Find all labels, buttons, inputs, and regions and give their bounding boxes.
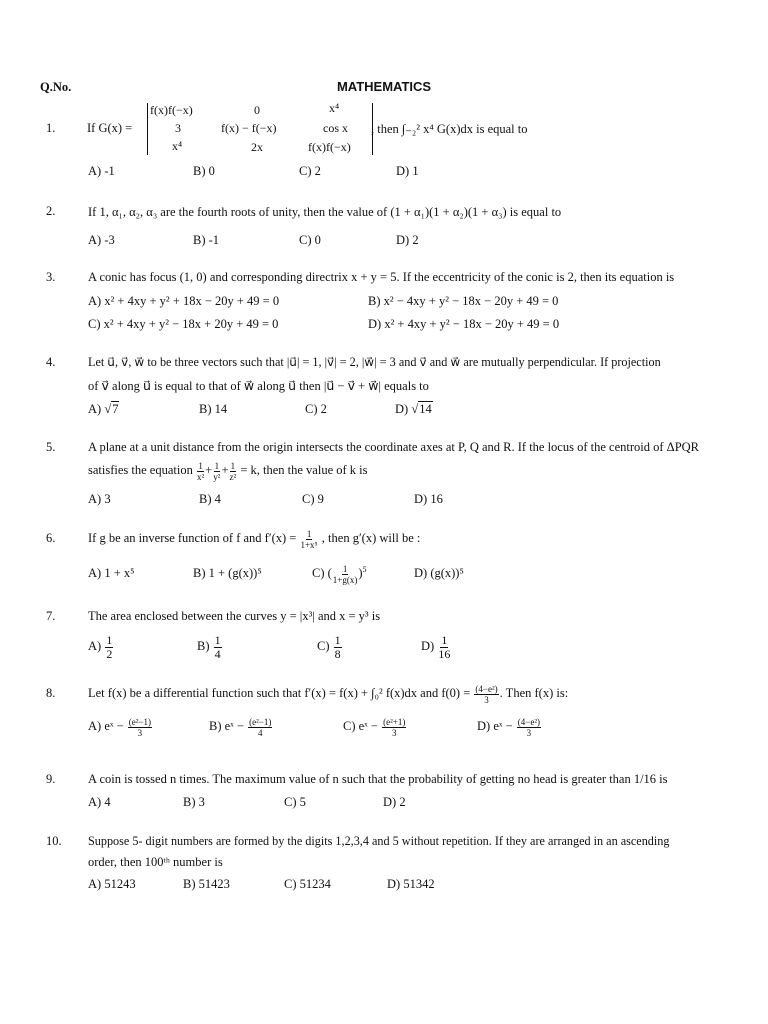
fraction: $\frac{\text{(e²−1)}}{3}$ (128, 716, 152, 738)
question-text-line2: of v⃗ along u⃗ is equal to that of w⃗ along u⃗ then |u⃗ − v⃗ + w⃗| equals to (88, 379, 429, 393)
question-number: 3. (46, 270, 56, 284)
question-number: 1. (46, 121, 56, 135)
option-c[interactable]: C) x² + 4xy + y² − 18x + 20y + 49 = 0 (88, 317, 279, 331)
option-d[interactable]: D) √14 (395, 402, 432, 416)
option-a[interactable]: A) -3 (88, 233, 115, 247)
option-d[interactable]: D) 2 (396, 233, 419, 247)
option-c[interactable]: C) 2 (299, 164, 321, 178)
option-d[interactable]: D) 1 (396, 164, 419, 178)
option-b[interactable]: B) 14 (199, 402, 228, 416)
option-c[interactable]: C) eˣ − $\frac{\text{(e²+1)}}{3}$ (343, 716, 406, 738)
option-b[interactable]: B) x² − 4xy + y² − 18x − 20y + 49 = 0 (368, 294, 559, 308)
question-number: 10. (46, 834, 62, 848)
option-b[interactable]: B) 4 (199, 492, 221, 506)
option-d[interactable]: D) x² + 4xy + y² − 18x − 20y + 49 = 0 (368, 317, 560, 331)
fraction: $\frac{\text{(e²−1)}}{4}$ (249, 716, 272, 738)
option-a[interactable]: A) -1 (88, 164, 115, 178)
page-title: MATHEMATICS (336, 79, 432, 94)
option-b[interactable]: B) $\frac{1}{4}$ (197, 632, 221, 661)
question-text: Suppose 5- digit numbers are formed by the digits 1,2,3,4 and 5 without repetition. If they are arranged in an ascending (88, 834, 670, 848)
header-qno: Q.No. (40, 80, 72, 94)
fraction: $\frac{\text{(4−e²)}}{3}$ (475, 683, 498, 705)
option-a[interactable]: A) 3 (88, 492, 111, 506)
question-text: Let f(x) be a differential function such that f′(x) = f(x) + ∫₀² f(x)dx and f(0) = $\frac{\text{(4−e²)}}{3}$ . Then f(x) is: (88, 683, 569, 705)
fraction: $\frac{1}{16}$ (438, 632, 451, 661)
option-d[interactable]: D) (g(x))⁵ (414, 566, 464, 580)
option-b[interactable]: B) 0 (193, 164, 215, 178)
option-b[interactable]: B) -1 (193, 233, 220, 247)
question-text: If g be an inverse function of f and f′(x) = $\frac{1}{\text{1+x⁵}}$ , then g′(x) will be : (88, 528, 421, 550)
fraction: $\frac{1}{4}$ (214, 632, 221, 661)
determinant-matrix: f(x)f(−x) 0 x⁴ 3 f(x) − f(−x) cos x x⁴ 2x f(x)f(−x) (147, 103, 373, 155)
fraction: $\frac{1}{\text{1+x⁵}}$ (300, 528, 318, 550)
question-text: Let u⃗, v⃗, w⃗ to be three vectors such that |u⃗| = 1, |v⃗| = 2, |w⃗| = 3 and v⃗ and w⃗ are mutually perpendicular. If projection (88, 355, 661, 369)
question-text-line2: satisfies the equation $\frac{1}{\text{x²}}$ + $\frac{1}{\text{y²}}$ + $\frac{1}{\text{z²}}$ = k, then the value of k is (88, 460, 368, 482)
fraction: $\frac{1}{1+g(x)}$ (332, 563, 358, 585)
option-c[interactable]: C) 5 (284, 795, 306, 809)
question-text: If G(x) = (87, 121, 133, 135)
fraction: $\frac{1}{\text{x²}}$ (196, 460, 205, 482)
option-a[interactable]: A) $\frac{1}{2}$ (88, 632, 113, 661)
fraction: $\frac{1}{2}$ (106, 632, 113, 661)
question-text: If 1, α₁, α₂, α₃ are the fourth roots of unity, then the value of (1 + α₁)(1 + α₂)(1 + α₃) is equal to (88, 205, 562, 219)
option-a[interactable]: A) eˣ − $\frac{\text{(e²−1)}}{3}$ (88, 716, 152, 738)
option-b[interactable]: B) 51423 (183, 877, 230, 891)
option-c[interactable]: C) $\frac{1}{8}$ (317, 632, 341, 661)
option-c[interactable]: C) 9 (302, 492, 324, 506)
option-d[interactable]: D) eˣ − $\frac{\text{(4−e²)}}{3}$ (477, 716, 541, 738)
question-number: 7. (46, 609, 56, 623)
option-c[interactable]: C) 51234 (284, 877, 331, 891)
option-a[interactable]: A) 1 + x⁵ (88, 566, 135, 580)
fraction: $\frac{1}{8}$ (334, 632, 341, 661)
question-number: 6. (46, 531, 56, 545)
fraction: $\frac{\text{(e²+1)}}{3}$ (383, 716, 406, 738)
fraction: $\frac{1}{\text{y²}}$ (213, 460, 221, 482)
question-number: 8. (46, 686, 56, 700)
option-a[interactable]: A) 4 (88, 795, 111, 809)
option-b[interactable]: B) 3 (183, 795, 205, 809)
option-d[interactable]: D) 16 (414, 492, 443, 506)
option-a[interactable]: A) x² + 4xy + y² + 18x − 20y + 49 = 0 (88, 294, 280, 308)
option-a[interactable]: A) 51243 (88, 877, 136, 891)
question-text-line2: order, then 100ᵗʰ number is (88, 855, 223, 869)
question-number: 9. (46, 772, 56, 786)
option-c[interactable]: C) 2 (305, 402, 327, 416)
fraction: $\frac{\text{(4−e²)}}{3}$ (517, 716, 541, 738)
option-b[interactable]: B) 1 + (g(x))⁵ (193, 566, 262, 580)
option-c[interactable]: C) ( $\frac{1}{1+g(x)}$ )$^5$ (312, 563, 367, 585)
question-number: 4. (46, 355, 56, 369)
question-text: A plane at a unit distance from the origin intersects the coordinate axes at P, Q and R. If the locus of the centroid of ΔPQR (88, 440, 700, 454)
question-text: The area enclosed between the curves y = |x³| and x = y³ is (88, 609, 381, 623)
option-d[interactable]: D) 2 (383, 795, 406, 809)
option-a[interactable]: A) √7 (88, 402, 119, 416)
question-number: 5. (46, 440, 56, 454)
question-number: 2. (46, 204, 56, 218)
option-c[interactable]: C) 0 (299, 233, 321, 247)
question-text: A conic has focus (1, 0) and corresponding directrix x + y = 5. If the eccentricity of the conic is 2, then its equation is (88, 270, 675, 284)
question-text-tail: , then ∫₋₂² x⁴ G(x)dx is equal to (371, 122, 528, 136)
option-b[interactable]: B) eˣ − $\frac{\text{(e²−1)}}{4}$ (209, 716, 272, 738)
option-d[interactable]: D) $\frac{1}{16}$ (421, 632, 451, 661)
question-text: A coin is tossed n times. The maximum value of n such that the probability of getting no head is greater than 1/16 is (88, 772, 668, 786)
option-d[interactable]: D) 51342 (387, 877, 435, 891)
fraction: $\frac{1}{\text{z²}}$ (229, 460, 237, 482)
